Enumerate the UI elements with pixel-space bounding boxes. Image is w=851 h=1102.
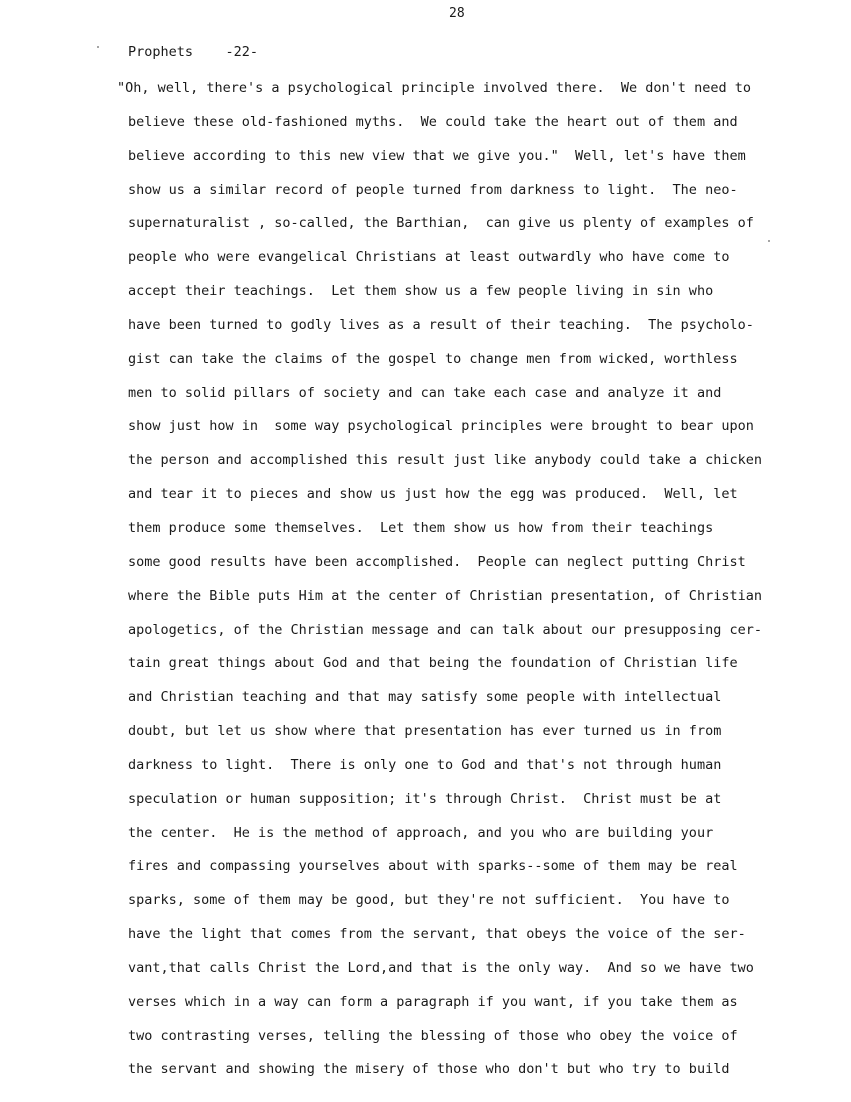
- text-line: believe these old-fashioned myths. We could take the heart out of them and: [128, 113, 738, 130]
- text-line: them produce some themselves. Let them show us how from their teachings: [128, 519, 714, 536]
- text-line: two contrasting verses, telling the blessing of those who obey the voice of: [128, 1027, 738, 1044]
- text-line: and Christian teaching and that may satisfy some people with intellectual: [128, 689, 722, 706]
- text-line: show just how in some way psychological principles were brought to bear upon: [128, 418, 754, 435]
- header-page-label: -22-: [225, 44, 259, 60]
- text-line: have been turned to godly lives as a result of their teaching. The psycholo-: [128, 316, 754, 333]
- page-number: 28: [449, 6, 465, 21]
- text-line: people who were evangelical Christians at least outwardly who have come to: [128, 249, 730, 266]
- text-line: and tear it to pieces and show us just how the egg was produced. Well, let: [128, 486, 738, 503]
- text-line: sparks, some of them may be good, but they're not sufficient. You have to: [128, 892, 730, 909]
- text-line: doubt, but let us show where that presentation has ever turned us in from: [128, 723, 722, 740]
- text-line: believe according to this new view that we give you." Well, let's have them: [128, 147, 746, 164]
- text-line: tain great things about God and that being the foundation of Christian life: [128, 655, 738, 672]
- text-line: have the light that comes from the servant, that obeys the voice of the ser-: [128, 926, 746, 943]
- header-title: Prophets: [128, 44, 194, 60]
- page-header: [128, 44, 258, 60]
- text-line: apologetics, of the Christian message and can talk about our presupposing cer-: [128, 621, 762, 638]
- text-line: verses which in a way can form a paragraph if you want, if you take them as: [128, 993, 738, 1010]
- text-line: show us a similar record of people turned from darkness to light. The neo-: [128, 181, 738, 198]
- text-line: vant,that calls Christ the Lord,and that is the only way. And so we have two: [128, 959, 754, 976]
- text-line: the servant and showing the misery of those who don't but who try to build: [128, 1061, 730, 1078]
- text-line: gist can take the claims of the gospel to change men from wicked, worthless: [128, 350, 738, 367]
- text-line: where the Bible puts Him at the center of Christian presentation, of Christian: [128, 587, 762, 604]
- text-line: "Oh, well, there's a psychological principle involved there. We don't need to: [117, 80, 751, 96]
- text-line: some good results have been accomplished. People can neglect putting Christ: [128, 553, 746, 570]
- text-line: supernaturalist , so-called, the Barthian, can give us plenty of examples of: [128, 215, 754, 232]
- text-line: speculation or human supposition; it's through Christ. Christ must be at: [128, 790, 722, 807]
- text-line: accept their teachings. Let them show us a few people living in sin who: [128, 283, 714, 300]
- text-line: the center. He is the method of approach, and you who are building your: [128, 824, 714, 841]
- text-line: fires and compassing yourselves about with sparks--some of them may be real: [128, 858, 738, 875]
- margin-mark: [97, 46, 99, 48]
- text-line: the person and accomplished this result just like anybody could take a chicken: [128, 452, 762, 469]
- document-body: [117, 78, 788, 1093]
- text-line: darkness to light. There is only one to God and that's not through human: [128, 756, 722, 773]
- text-line: men to solid pillars of society and can take each case and analyze it and: [128, 384, 722, 401]
